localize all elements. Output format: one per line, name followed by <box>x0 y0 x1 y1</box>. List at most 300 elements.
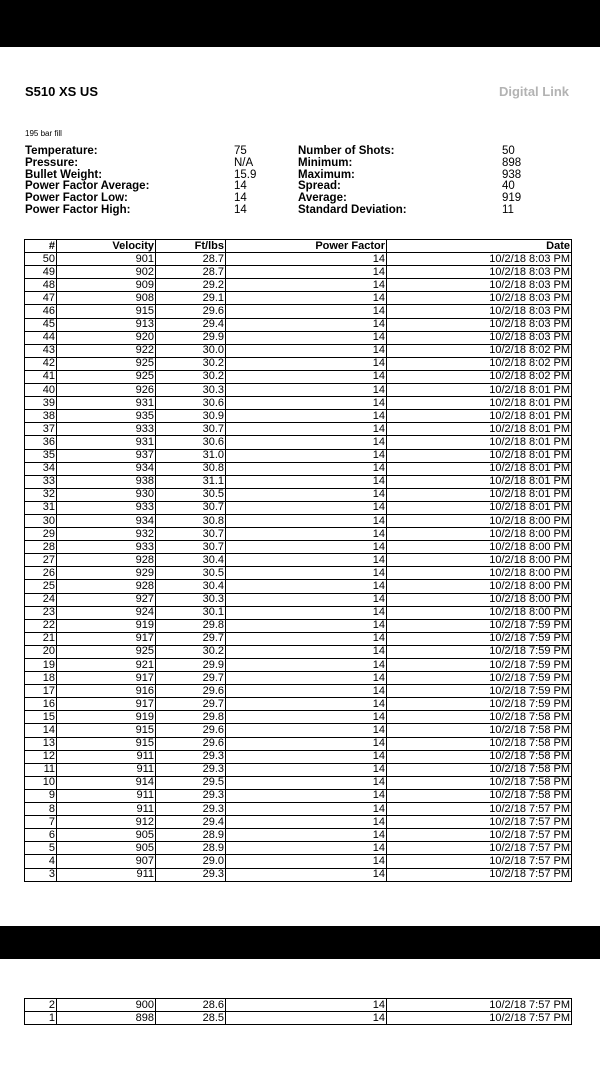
cell-ftlbs: 30.7 <box>156 423 226 436</box>
page-title: S510 XS US <box>25 84 98 99</box>
table-row <box>25 370 572 383</box>
shots-table <box>24 239 572 882</box>
cell-velocity: 909 <box>57 279 156 292</box>
cell-shot-number: 16 <box>25 698 57 711</box>
table-row <box>25 279 572 292</box>
table-row <box>25 645 572 658</box>
stat-label: Temperature: <box>25 145 98 157</box>
cell-power-factor: 14 <box>226 279 387 292</box>
cell-power-factor: 14 <box>226 541 387 554</box>
cell-shot-number: 36 <box>25 436 57 449</box>
cell-date: 10/2/18 8:00 PM <box>387 528 572 541</box>
cell-shot-number: 4 <box>25 855 57 868</box>
cell-date: 10/2/18 8:00 PM <box>387 567 572 580</box>
cell-velocity: 925 <box>57 370 156 383</box>
cell-shot-number: 30 <box>25 514 57 527</box>
cell-ftlbs: 30.5 <box>156 488 226 501</box>
cell-shot-number: 47 <box>25 292 57 305</box>
table-row <box>25 462 572 475</box>
table-row <box>25 855 572 868</box>
cell-ftlbs: 29.0 <box>156 855 226 868</box>
cell-power-factor: 14 <box>226 253 387 266</box>
cell-shot-number: 18 <box>25 672 57 685</box>
table-row <box>25 554 572 567</box>
cell-shot-number: 26 <box>25 567 57 580</box>
table-row <box>25 514 572 527</box>
cell-date: 10/2/18 8:00 PM <box>387 541 572 554</box>
table-row <box>25 816 572 829</box>
cell-shot-number: 14 <box>25 724 57 737</box>
cell-velocity: 905 <box>57 829 156 842</box>
cell-velocity: 919 <box>57 619 156 632</box>
cell-date: 10/2/18 7:57 PM <box>387 816 572 829</box>
cell-shot-number: 28 <box>25 541 57 554</box>
cell-velocity: 913 <box>57 318 156 331</box>
cell-date: 10/2/18 7:58 PM <box>387 750 572 763</box>
cell-shot-number: 40 <box>25 384 57 397</box>
cell-shot-number: 20 <box>25 645 57 658</box>
cell-velocity: 930 <box>57 488 156 501</box>
cell-velocity: 917 <box>57 632 156 645</box>
cell-ftlbs: 29.1 <box>156 292 226 305</box>
cell-velocity: 902 <box>57 266 156 279</box>
cell-date: 10/2/18 7:59 PM <box>387 619 572 632</box>
cell-velocity: 915 <box>57 305 156 318</box>
table-row <box>25 580 572 593</box>
cell-date: 10/2/18 7:59 PM <box>387 685 572 698</box>
cell-shot-number: 49 <box>25 266 57 279</box>
cell-ftlbs: 30.5 <box>156 567 226 580</box>
cell-power-factor: 14 <box>226 410 387 423</box>
cell-ftlbs: 29.3 <box>156 763 226 776</box>
cell-ftlbs: 31.0 <box>156 449 226 462</box>
cell-velocity: 934 <box>57 514 156 527</box>
cell-shot-number: 1 <box>25 1012 57 1025</box>
cell-velocity: 912 <box>57 816 156 829</box>
stat-value: 11 <box>502 204 514 216</box>
cell-date: 10/2/18 8:03 PM <box>387 292 572 305</box>
cell-ftlbs: 30.4 <box>156 580 226 593</box>
cell-power-factor: 14 <box>226 842 387 855</box>
cell-date: 10/2/18 8:03 PM <box>387 253 572 266</box>
stat-label: Bullet Weight: <box>25 168 103 181</box>
cell-shot-number: 5 <box>25 842 57 855</box>
cell-ftlbs: 30.7 <box>156 501 226 514</box>
cell-ftlbs: 30.2 <box>156 370 226 383</box>
cell-velocity: 926 <box>57 384 156 397</box>
table-row <box>25 410 572 423</box>
cell-velocity: 927 <box>57 593 156 606</box>
cell-power-factor: 14 <box>226 449 387 462</box>
cell-shot-number: 38 <box>25 410 57 423</box>
cell-power-factor: 14 <box>226 370 387 383</box>
cell-velocity: 919 <box>57 711 156 724</box>
cell-power-factor: 14 <box>226 750 387 763</box>
table-row <box>25 776 572 789</box>
cell-power-factor: 14 <box>226 475 387 488</box>
cell-date: 10/2/18 8:01 PM <box>387 436 572 449</box>
cell-date: 10/2/18 7:57 PM <box>387 842 572 855</box>
cell-shot-number: 8 <box>25 803 57 816</box>
stat-value: 15.9 <box>234 168 257 181</box>
cell-ftlbs: 28.6 <box>156 999 226 1012</box>
cell-velocity: 921 <box>57 659 156 672</box>
cell-velocity: 911 <box>57 868 156 881</box>
table-row <box>25 711 572 724</box>
col-header-velocity: Velocity <box>57 240 156 253</box>
table-row <box>25 789 572 802</box>
cell-shot-number: 43 <box>25 344 57 357</box>
cell-date: 10/2/18 7:59 PM <box>387 659 572 672</box>
cell-date: 10/2/18 8:02 PM <box>387 344 572 357</box>
cell-date: 10/2/18 7:58 PM <box>387 711 572 724</box>
cell-shot-number: 46 <box>25 305 57 318</box>
cell-shot-number: 34 <box>25 462 57 475</box>
cell-ftlbs: 29.6 <box>156 685 226 698</box>
cell-ftlbs: 29.6 <box>156 724 226 737</box>
cell-ftlbs: 28.7 <box>156 266 226 279</box>
cell-ftlbs: 30.0 <box>156 344 226 357</box>
cell-power-factor: 14 <box>226 711 387 724</box>
stat-value: 50 <box>502 145 515 157</box>
cell-ftlbs: 28.5 <box>156 1012 226 1025</box>
stat-label: Standard Deviation: <box>298 204 407 216</box>
cell-power-factor: 14 <box>226 829 387 842</box>
cell-velocity: 934 <box>57 462 156 475</box>
cell-shot-number: 29 <box>25 528 57 541</box>
stat-value: 40 <box>502 180 515 193</box>
cell-velocity: 933 <box>57 501 156 514</box>
table-row <box>25 606 572 619</box>
cell-shot-number: 41 <box>25 370 57 383</box>
cell-power-factor: 14 <box>226 567 387 580</box>
cell-ftlbs: 30.7 <box>156 528 226 541</box>
stat-value: 14 <box>234 180 247 193</box>
stat-label: Average: <box>298 192 347 205</box>
col-header-number: # <box>25 240 57 253</box>
cell-ftlbs: 30.7 <box>156 541 226 554</box>
cell-date: 10/2/18 7:58 PM <box>387 789 572 802</box>
table-row <box>25 436 572 449</box>
cell-power-factor: 14 <box>226 776 387 789</box>
table-row <box>25 475 572 488</box>
cell-date: 10/2/18 7:59 PM <box>387 672 572 685</box>
cell-shot-number: 10 <box>25 776 57 789</box>
cell-power-factor: 14 <box>226 397 387 410</box>
cell-date: 10/2/18 8:01 PM <box>387 397 572 410</box>
cell-shot-number: 17 <box>25 685 57 698</box>
cell-velocity: 928 <box>57 554 156 567</box>
cell-shot-number: 31 <box>25 501 57 514</box>
cell-power-factor: 14 <box>226 514 387 527</box>
table-header-row <box>25 240 572 253</box>
cell-ftlbs: 29.3 <box>156 868 226 881</box>
cell-shot-number: 15 <box>25 711 57 724</box>
table-row <box>25 292 572 305</box>
cell-ftlbs: 29.3 <box>156 789 226 802</box>
cell-velocity: 911 <box>57 763 156 776</box>
cell-shot-number: 32 <box>25 488 57 501</box>
cell-velocity: 937 <box>57 449 156 462</box>
cell-ftlbs: 30.8 <box>156 462 226 475</box>
table-row <box>25 698 572 711</box>
cell-date: 10/2/18 7:57 PM <box>387 855 572 868</box>
cell-power-factor: 14 <box>226 528 387 541</box>
table-row <box>25 567 572 580</box>
cell-date: 10/2/18 8:01 PM <box>387 423 572 436</box>
cell-date: 10/2/18 8:03 PM <box>387 279 572 292</box>
cell-date: 10/2/18 8:00 PM <box>387 580 572 593</box>
table-row <box>25 999 572 1012</box>
cell-velocity: 929 <box>57 567 156 580</box>
cell-date: 10/2/18 7:58 PM <box>387 763 572 776</box>
table-row <box>25 397 572 410</box>
stat-label: Power Factor Average: <box>25 180 150 193</box>
cell-shot-number: 48 <box>25 279 57 292</box>
cell-date: 10/2/18 8:03 PM <box>387 318 572 331</box>
col-header-date: Date <box>387 240 572 253</box>
cell-velocity: 935 <box>57 410 156 423</box>
cell-shot-number: 33 <box>25 475 57 488</box>
cell-power-factor: 14 <box>226 685 387 698</box>
cell-ftlbs: 30.6 <box>156 397 226 410</box>
cell-ftlbs: 29.7 <box>156 672 226 685</box>
cell-shot-number: 21 <box>25 632 57 645</box>
cell-power-factor: 14 <box>226 999 387 1012</box>
cell-ftlbs: 28.7 <box>156 253 226 266</box>
cell-shot-number: 35 <box>25 449 57 462</box>
cell-shot-number: 39 <box>25 397 57 410</box>
cell-power-factor: 14 <box>226 318 387 331</box>
table-row <box>25 357 572 370</box>
cell-shot-number: 27 <box>25 554 57 567</box>
table-row <box>25 541 572 554</box>
cell-date: 10/2/18 8:00 PM <box>387 554 572 567</box>
table-row <box>25 619 572 632</box>
cell-shot-number: 42 <box>25 357 57 370</box>
cell-power-factor: 14 <box>226 580 387 593</box>
cell-power-factor: 14 <box>226 868 387 881</box>
cell-ftlbs: 30.8 <box>156 514 226 527</box>
cell-ftlbs: 29.6 <box>156 737 226 750</box>
stat-value: 898 <box>502 156 522 169</box>
table-row <box>25 672 572 685</box>
cell-ftlbs: 29.7 <box>156 698 226 711</box>
cell-velocity: 901 <box>57 253 156 266</box>
cell-date: 10/2/18 8:02 PM <box>387 370 572 383</box>
cell-velocity: 920 <box>57 331 156 344</box>
table-row <box>25 1012 572 1025</box>
cell-power-factor: 14 <box>226 436 387 449</box>
cell-shot-number: 25 <box>25 580 57 593</box>
cell-velocity: 933 <box>57 541 156 554</box>
cell-power-factor: 14 <box>226 763 387 776</box>
cell-date: 10/2/18 8:00 PM <box>387 514 572 527</box>
table-row <box>25 449 572 462</box>
cell-shot-number: 7 <box>25 816 57 829</box>
table-row <box>25 501 572 514</box>
cell-ftlbs: 31.1 <box>156 475 226 488</box>
cell-shot-number: 22 <box>25 619 57 632</box>
cell-shot-number: 45 <box>25 318 57 331</box>
cell-velocity: 938 <box>57 475 156 488</box>
cell-shot-number: 2 <box>25 999 57 1012</box>
cell-shot-number: 12 <box>25 750 57 763</box>
cell-ftlbs: 30.4 <box>156 554 226 567</box>
stat-label: Maximum: <box>298 168 355 181</box>
cell-power-factor: 14 <box>226 659 387 672</box>
subtitle: 195 bar fill <box>25 129 62 138</box>
cell-shot-number: 13 <box>25 737 57 750</box>
cell-shot-number: 6 <box>25 829 57 842</box>
stat-label: Power Factor Low: <box>25 192 128 205</box>
cell-ftlbs: 29.3 <box>156 750 226 763</box>
cell-shot-number: 3 <box>25 868 57 881</box>
page-break-bar <box>0 926 600 959</box>
cell-ftlbs: 30.6 <box>156 436 226 449</box>
cell-power-factor: 14 <box>226 606 387 619</box>
cell-date: 10/2/18 7:58 PM <box>387 724 572 737</box>
cell-power-factor: 14 <box>226 593 387 606</box>
cell-power-factor: 14 <box>226 462 387 475</box>
cell-date: 10/2/18 8:01 PM <box>387 475 572 488</box>
cell-velocity: 914 <box>57 776 156 789</box>
stat-value: 919 <box>502 192 522 205</box>
cell-ftlbs: 29.9 <box>156 659 226 672</box>
cell-power-factor: 14 <box>226 724 387 737</box>
cell-date: 10/2/18 8:01 PM <box>387 488 572 501</box>
cell-velocity: 917 <box>57 672 156 685</box>
cell-ftlbs: 30.2 <box>156 645 226 658</box>
cell-ftlbs: 29.4 <box>156 816 226 829</box>
stat-label: Number of Shots: <box>298 145 395 157</box>
cell-date: 10/2/18 8:01 PM <box>387 449 572 462</box>
cell-ftlbs: 30.2 <box>156 357 226 370</box>
cell-date: 10/2/18 8:00 PM <box>387 593 572 606</box>
table-row <box>25 659 572 672</box>
cell-power-factor: 14 <box>226 357 387 370</box>
cell-date: 10/2/18 8:01 PM <box>387 410 572 423</box>
cell-shot-number: 11 <box>25 763 57 776</box>
table-row <box>25 423 572 436</box>
stat-value: N/A <box>234 156 254 169</box>
table-row <box>25 737 572 750</box>
cell-velocity: 932 <box>57 528 156 541</box>
cell-shot-number: 9 <box>25 789 57 802</box>
cell-power-factor: 14 <box>226 266 387 279</box>
cell-velocity: 907 <box>57 855 156 868</box>
cell-ftlbs: 28.9 <box>156 842 226 855</box>
cell-power-factor: 14 <box>226 803 387 816</box>
cell-power-factor: 14 <box>226 423 387 436</box>
col-header-ftlbs: Ft/lbs <box>156 240 226 253</box>
cell-date: 10/2/18 8:03 PM <box>387 331 572 344</box>
table-row <box>25 685 572 698</box>
cell-date: 10/2/18 7:58 PM <box>387 737 572 750</box>
cell-ftlbs: 28.9 <box>156 829 226 842</box>
cell-ftlbs: 29.5 <box>156 776 226 789</box>
table-row <box>25 318 572 331</box>
cell-velocity: 924 <box>57 606 156 619</box>
cell-power-factor: 14 <box>226 737 387 750</box>
cell-shot-number: 23 <box>25 606 57 619</box>
cell-power-factor: 14 <box>226 292 387 305</box>
cell-velocity: 908 <box>57 292 156 305</box>
table-row <box>25 763 572 776</box>
table-row <box>25 803 572 816</box>
cell-shot-number: 24 <box>25 593 57 606</box>
cell-velocity: 928 <box>57 580 156 593</box>
table-row <box>25 488 572 501</box>
cell-ftlbs: 30.9 <box>156 410 226 423</box>
cell-power-factor: 14 <box>226 855 387 868</box>
cell-date: 10/2/18 8:03 PM <box>387 266 572 279</box>
cell-velocity: 933 <box>57 423 156 436</box>
cell-ftlbs: 29.8 <box>156 711 226 724</box>
top-black-bar <box>0 0 600 47</box>
cell-ftlbs: 29.6 <box>156 305 226 318</box>
cell-date: 10/2/18 8:02 PM <box>387 357 572 370</box>
table-row <box>25 868 572 881</box>
cell-shot-number: 50 <box>25 253 57 266</box>
cell-date: 10/2/18 7:57 PM <box>387 1012 572 1025</box>
cell-power-factor: 14 <box>226 384 387 397</box>
cell-velocity: 915 <box>57 724 156 737</box>
cell-velocity: 915 <box>57 737 156 750</box>
cell-power-factor: 14 <box>226 488 387 501</box>
cell-power-factor: 14 <box>226 344 387 357</box>
table-row <box>25 344 572 357</box>
cell-date: 10/2/18 8:01 PM <box>387 384 572 397</box>
cell-velocity: 911 <box>57 803 156 816</box>
cell-power-factor: 14 <box>226 789 387 802</box>
cell-velocity: 911 <box>57 789 156 802</box>
cell-date: 10/2/18 7:57 PM <box>387 803 572 816</box>
cell-ftlbs: 29.4 <box>156 318 226 331</box>
cell-power-factor: 14 <box>226 554 387 567</box>
cell-power-factor: 14 <box>226 1012 387 1025</box>
cell-date: 10/2/18 7:58 PM <box>387 776 572 789</box>
cell-velocity: 925 <box>57 357 156 370</box>
cell-velocity: 905 <box>57 842 156 855</box>
cell-power-factor: 14 <box>226 816 387 829</box>
stat-label: Power Factor High: <box>25 204 131 216</box>
stat-value: 75 <box>234 145 247 157</box>
stat-value: 14 <box>234 204 247 216</box>
cell-date: 10/2/18 7:59 PM <box>387 632 572 645</box>
cell-velocity: 900 <box>57 999 156 1012</box>
cell-date: 10/2/18 8:01 PM <box>387 462 572 475</box>
cell-velocity: 898 <box>57 1012 156 1025</box>
cell-date: 10/2/18 7:59 PM <box>387 645 572 658</box>
table-row <box>25 750 572 763</box>
cell-ftlbs: 30.3 <box>156 384 226 397</box>
cell-ftlbs: 30.1 <box>156 606 226 619</box>
cell-velocity: 931 <box>57 397 156 410</box>
cell-power-factor: 14 <box>226 619 387 632</box>
table-row <box>25 842 572 855</box>
cell-ftlbs: 29.8 <box>156 619 226 632</box>
table-row <box>25 528 572 541</box>
table-row <box>25 829 572 842</box>
cell-date: 10/2/18 7:57 PM <box>387 829 572 842</box>
shots-table-continued <box>24 998 572 1025</box>
stat-value: 14 <box>234 192 247 205</box>
cell-ftlbs: 29.7 <box>156 632 226 645</box>
cell-power-factor: 14 <box>226 698 387 711</box>
cell-velocity: 916 <box>57 685 156 698</box>
stat-label: Pressure: <box>25 156 79 169</box>
